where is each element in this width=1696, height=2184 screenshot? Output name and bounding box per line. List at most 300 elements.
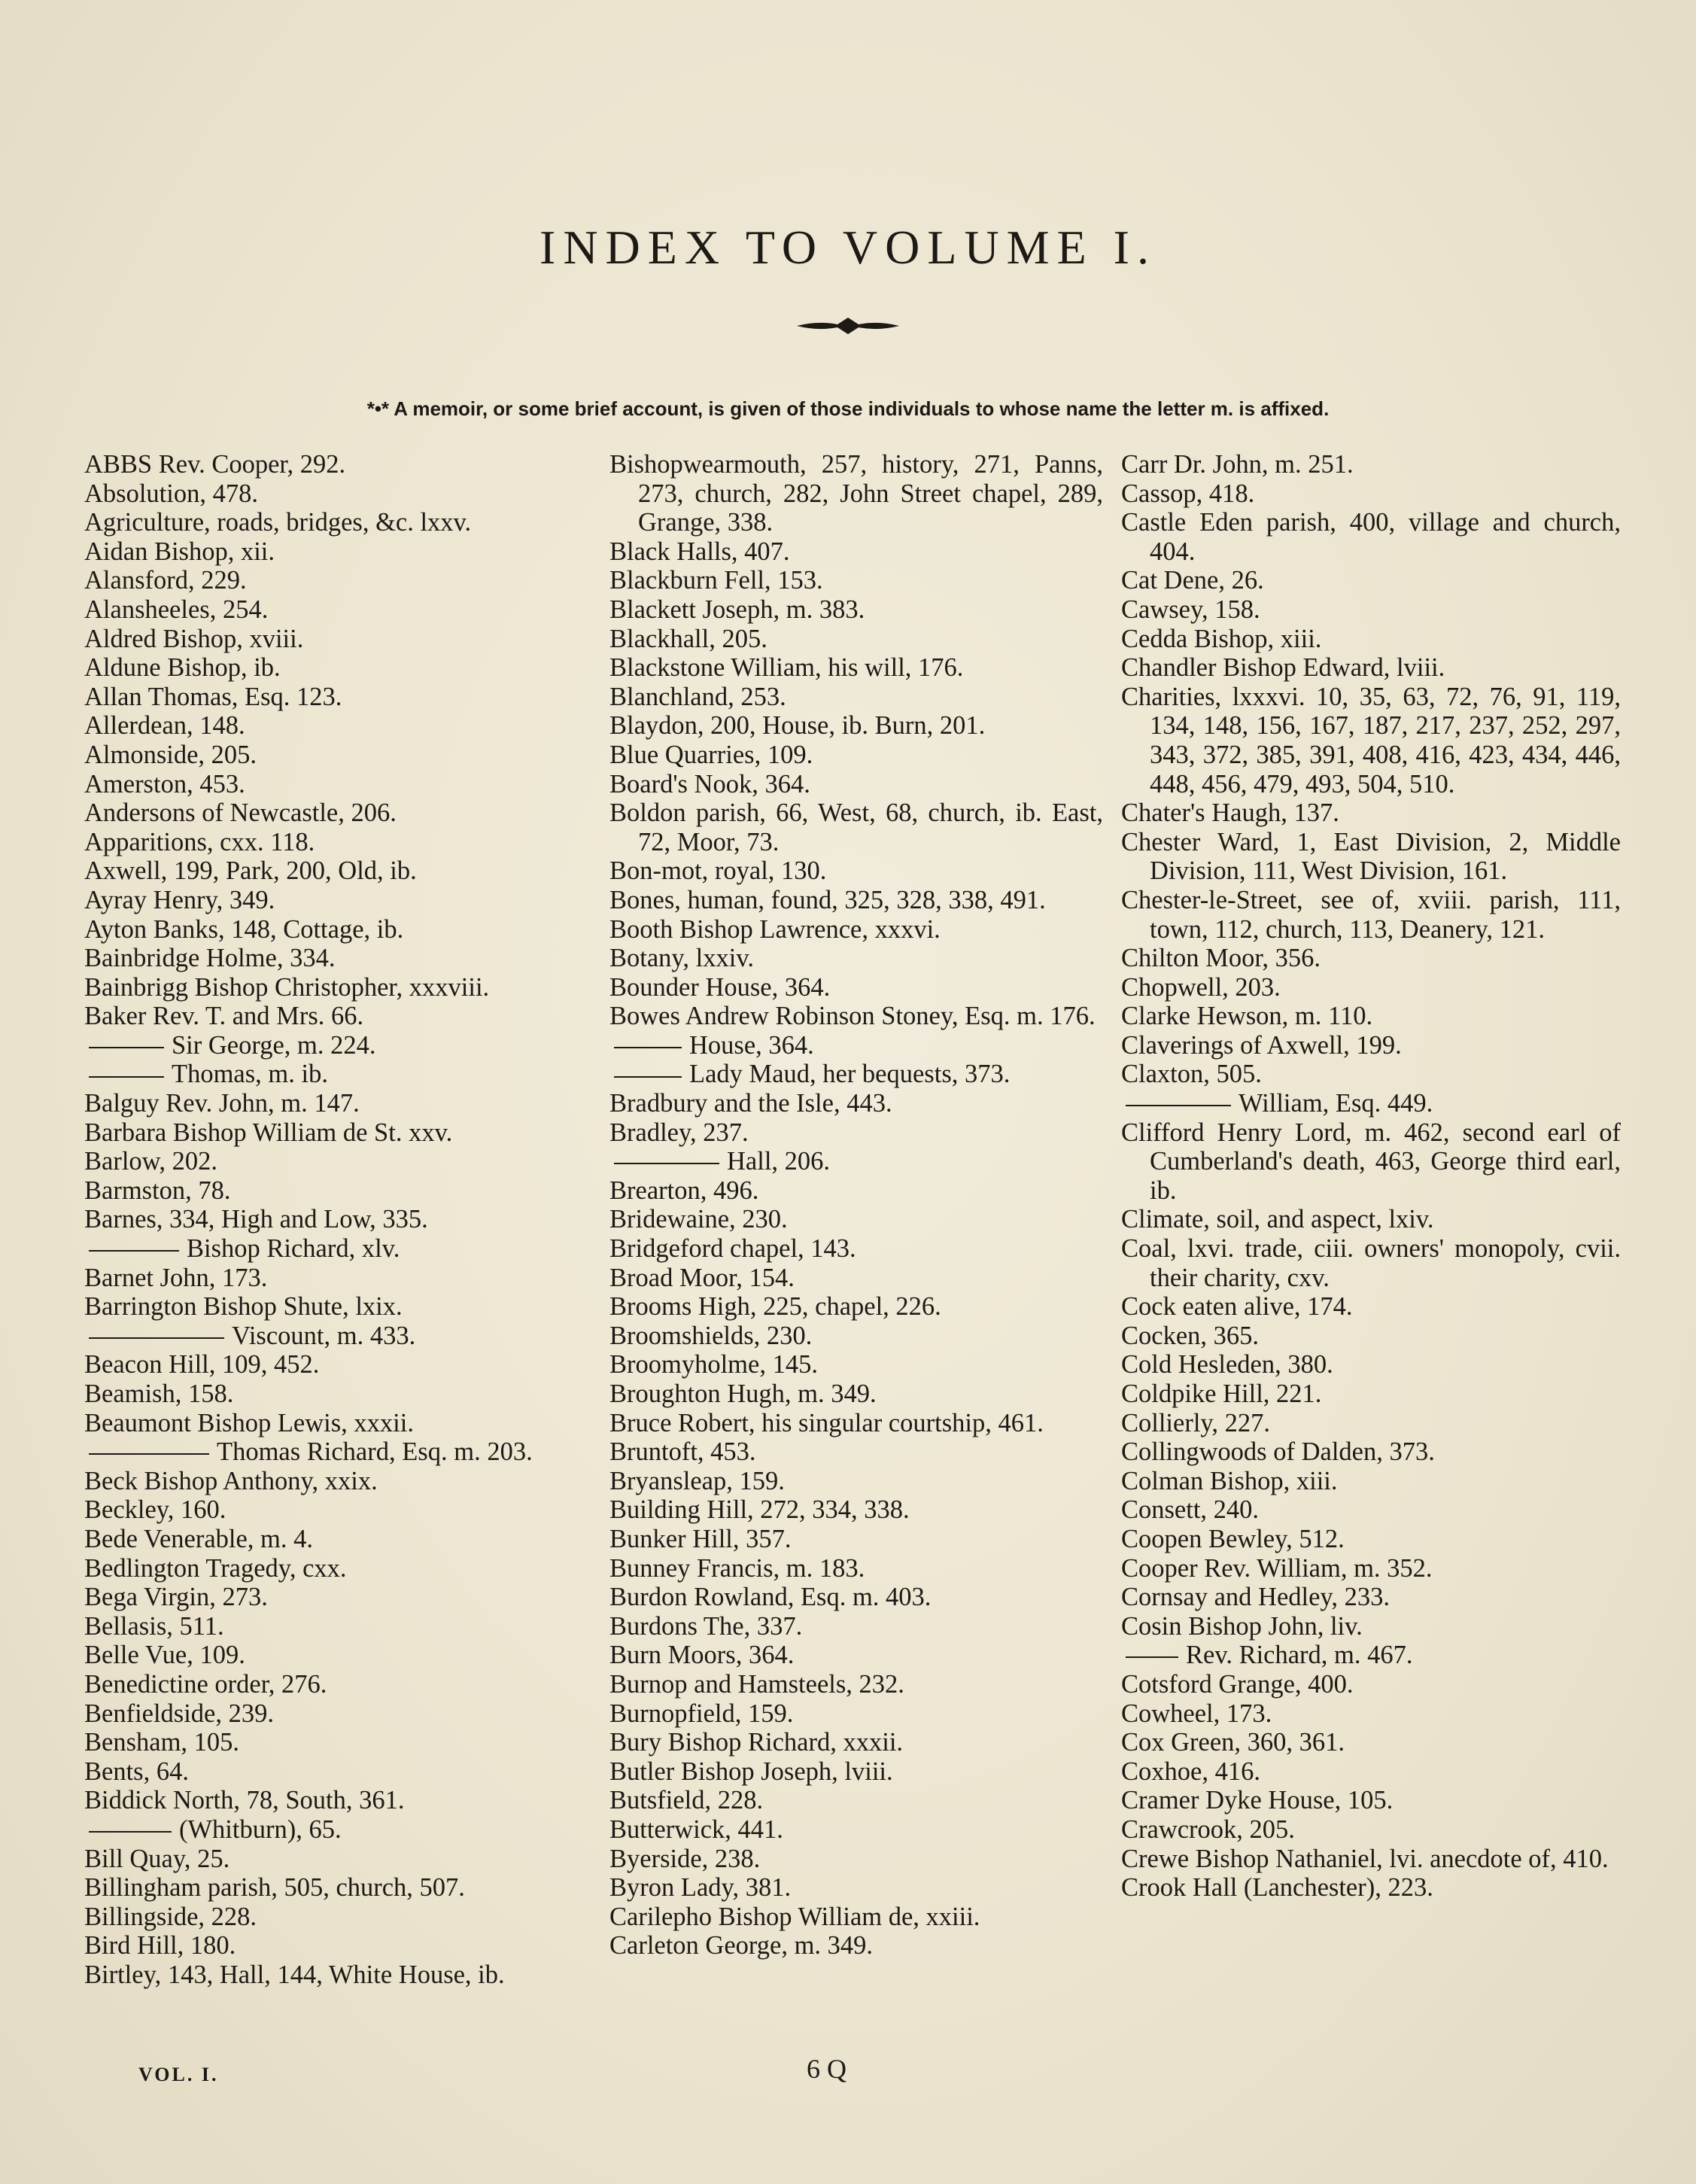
index-entry [84, 1089, 603, 1118]
index-entry-text: Bega Virgin, 273. [84, 1583, 268, 1612]
index-entry-text: Burdon Rowland, Esq. m. 403. [609, 1583, 932, 1612]
index-entry-text: Byerside, 238. [609, 1844, 761, 1873]
index-column-2 [609, 450, 1103, 1960]
index-entry-text: Bill Quay, 25. [84, 1844, 230, 1873]
index-entry [1121, 1583, 1621, 1612]
index-entry [609, 770, 1103, 799]
index-entry-text: Bridewaine, 230. [609, 1205, 788, 1234]
index-entry-text: Clarke Hewson, m. 110. [1121, 1002, 1373, 1031]
index-entry-text: Bedlington Tragedy, cxx. [84, 1553, 347, 1583]
index-entry [1121, 944, 1621, 973]
index-entry-text: Blue Quarries, 109. [609, 740, 813, 769]
index-entry-text: Bainbrigg Bishop Christopher, xxxviii. [84, 972, 490, 1002]
index-entry [609, 566, 1103, 595]
index-entry-text: Bunney Francis, m. 183. [609, 1553, 865, 1583]
index-entry [84, 856, 603, 886]
index-entry-text: Collierly, 227. [1121, 1408, 1271, 1437]
index-entry-text: Aldred Bishop, xviii. [84, 624, 304, 653]
index-entry-text: Cassop, 418. [1121, 479, 1255, 508]
index-entry-text: Crawcrook, 205. [1121, 1814, 1295, 1844]
index-entry-text: Broad Moor, 154. [609, 1263, 795, 1292]
index-entry-text: Balguy Rev. John, m. 147. [84, 1089, 360, 1118]
index-entry [84, 1525, 603, 1554]
index-entry [609, 450, 1103, 537]
index-entry [84, 1205, 603, 1234]
index-entry [609, 1031, 1103, 1060]
index-entry-text: Cowheel, 173. [1121, 1699, 1272, 1728]
ditto-dash [89, 1337, 224, 1339]
index-entry [609, 1554, 1103, 1583]
index-entry-text: Aldune Bishop, ib. [84, 653, 281, 683]
index-entry-text: Beamish, 158. [84, 1379, 234, 1408]
index-entry [84, 566, 603, 595]
index-entry [1121, 1670, 1621, 1699]
index-entry-text: Blaydon, 200, House, ib. Burn, 201. [609, 711, 986, 741]
index-entry-text: Coopen Bewley, 512. [1121, 1524, 1345, 1553]
index-entry [84, 1903, 603, 1932]
index-entry-text: Amerston, 453. [84, 769, 245, 798]
index-entry [609, 1379, 1103, 1409]
index-entry-text: Andersons of Newcastle, 206. [84, 798, 397, 828]
volume-footer: VOL. I. [138, 2064, 219, 2085]
index-entry-text: Thomas Richard, Esq. m. 203. [217, 1437, 533, 1467]
index-entry-text: Birtley, 143, Hall, 144, White House, ib. [84, 1960, 505, 1989]
ditto-dash [89, 1453, 209, 1455]
index-entry [1121, 1350, 1621, 1379]
index-entry-text: Butterwick, 441. [609, 1814, 783, 1844]
index-entry-text: Climate, soil, and aspect, lxiv. [1121, 1205, 1434, 1234]
index-entry [1121, 1525, 1621, 1554]
index-entry [609, 1176, 1103, 1206]
index-entry [1121, 1118, 1621, 1206]
index-entry [1121, 1699, 1621, 1729]
index-entry-text: Charities, lxxxvi. 10, 35, 63, 72, 76, 91, 119, 134, 148, 156, 167, 187, 217, 237, 252, 297, 343, 372, 385, 391, 408, 416, 423, 434, 446, 448, 456, 479, 493, 504, 510. [1121, 682, 1621, 798]
index-entry [84, 1960, 603, 1990]
index-entry-text: Bounder House, 364. [609, 972, 831, 1002]
page-title: INDEX TO VOLUME I. [539, 221, 1157, 274]
index-entry-text: Bede Venerable, m. 4. [84, 1524, 314, 1553]
index-entry [84, 798, 603, 828]
index-entry-text: Barnet John, 173. [84, 1263, 268, 1292]
index-entry-text: Beaumont Bishop Lewis, xxxii. [84, 1408, 414, 1437]
index-entry [1121, 828, 1621, 886]
index-entry [1121, 973, 1621, 1002]
index-entry-text: Baker Rev. T. and Mrs. 66. [84, 1002, 364, 1031]
index-entry-text: Broughton Hugh, m. 349. [609, 1379, 877, 1408]
index-entry [609, 595, 1103, 625]
index-entry-text: Bellasis, 511. [84, 1611, 224, 1641]
index-entry [84, 479, 603, 509]
index-column-1 [84, 450, 603, 1989]
index-entry [84, 1409, 603, 1438]
index-entry-text: Bridgeford chapel, 143. [609, 1234, 856, 1264]
index-entry-text: Butler Bishop Joseph, lviii. [609, 1757, 893, 1786]
index-entry-text: William, Esq. 449. [1239, 1089, 1433, 1118]
index-entry-text: Boldon parish, 66, West, 68, church, ib. East, 72, Moor, 73. [609, 798, 1103, 856]
index-entry-text: Cock eaten alive, 174. [1121, 1292, 1353, 1322]
index-entry-text: Hall, 206. [727, 1147, 831, 1176]
index-entry [1121, 683, 1621, 798]
index-entry [1121, 1322, 1621, 1351]
index-entry [609, 1786, 1103, 1815]
index-entry-text: Absolution, 478. [84, 479, 258, 508]
index-entry-text: Butsfield, 228. [609, 1786, 764, 1815]
index-entry [609, 1002, 1103, 1031]
index-entry-text: Biddick North, 78, South, 361. [84, 1786, 405, 1815]
index-entry [609, 1583, 1103, 1612]
ornament-divider [795, 316, 901, 336]
index-entry [84, 1757, 603, 1787]
index-entry [1121, 450, 1621, 479]
index-entry-text: Broomyholme, 145. [609, 1350, 818, 1379]
index-entry-text: Claxton, 505. [1121, 1060, 1262, 1089]
index-entry-text: Burn Moors, 364. [609, 1641, 795, 1670]
index-entry-text: Carleton George, m. 349. [609, 1931, 874, 1960]
index-entry [1121, 1437, 1621, 1467]
index-entry-text: Belle Vue, 109. [84, 1641, 245, 1670]
index-entry [1121, 798, 1621, 828]
index-entry-text: Beacon Hill, 109, 452. [84, 1350, 320, 1379]
index-entry [609, 944, 1103, 973]
index-column-3 [1121, 450, 1621, 1903]
index-entry-text: Byron Lady, 381. [609, 1873, 792, 1903]
index-entry [609, 741, 1103, 770]
index-entry-text: Bruce Robert, his singular courtship, 461. [609, 1408, 1044, 1437]
ditto-dash [89, 1047, 164, 1048]
index-entry-text: Botany, lxxiv. [609, 944, 754, 973]
index-entry-text: Aidan Bishop, xii. [84, 537, 275, 566]
ditto-dash [614, 1163, 719, 1164]
index-entry-text: Blanchland, 253. [609, 682, 786, 711]
index-entry [609, 915, 1103, 944]
index-entry-text: Burnopfield, 159. [609, 1699, 794, 1728]
index-entry [84, 625, 603, 654]
index-entry [609, 653, 1103, 683]
index-entry [1121, 1002, 1621, 1031]
index-entry-text: Claverings of Axwell, 199. [1121, 1030, 1402, 1060]
index-entry [84, 450, 603, 479]
index-entry-text: Bryansleap, 159. [609, 1466, 785, 1495]
index-entry-text: Barmston, 78. [84, 1176, 231, 1205]
index-entry [609, 1089, 1103, 1118]
index-entry-text: Board's Nook, 364. [609, 769, 810, 798]
index-entry-text: Ayton Banks, 148, Cottage, ib. [84, 914, 404, 944]
index-entry [1121, 1786, 1621, 1815]
index-entry [84, 1322, 603, 1351]
index-entry [84, 1176, 603, 1206]
index-entry [609, 1931, 1103, 1960]
index-entry [609, 1409, 1103, 1438]
index-entry [609, 1903, 1103, 1932]
index-entry-text: Apparitions, cxx. 118. [84, 827, 315, 856]
index-entry-text: Rev. Richard, m. 467. [1186, 1641, 1413, 1670]
index-entry-text: Collingwoods of Dalden, 373. [1121, 1437, 1435, 1467]
index-entry-text: Chester-le-Street, see of, xviii. parish, 111, town, 112, church, 113, Deanery, 121. [1121, 885, 1621, 944]
index-entry-text: Sir George, m. 224. [172, 1030, 376, 1060]
index-entry-text: Beck Bishop Anthony, xxix. [84, 1466, 378, 1495]
index-entry [84, 1379, 603, 1409]
ditto-dash [89, 1076, 164, 1078]
index-entry [84, 828, 603, 857]
index-entry-text: Axwell, 199, Park, 200, Old, ib. [84, 856, 417, 886]
index-entry [1121, 1612, 1621, 1641]
index-entry-text: (Whitburn), 65. [179, 1814, 342, 1844]
index-entry [609, 798, 1103, 856]
index-entry [1121, 1409, 1621, 1438]
index-entry [609, 1525, 1103, 1554]
index-entry-text: Cedda Bishop, xiii. [1121, 624, 1322, 653]
index-entry-text: Chopwell, 203. [1121, 972, 1281, 1002]
index-entry [1121, 886, 1621, 944]
index-entry [84, 1002, 603, 1031]
index-entry-text: Chater's Haugh, 137. [1121, 798, 1339, 828]
index-entry [84, 1350, 603, 1379]
index-entry [84, 1437, 603, 1467]
index-entry-text: Cox Green, 360, 361. [1121, 1728, 1345, 1757]
index-entry-text: Bents, 64. [84, 1757, 189, 1786]
index-entry [609, 1437, 1103, 1467]
index-entry-text: Agriculture, roads, bridges, &c. lxxv. [84, 508, 472, 537]
index-entry-text: Coal, lxvi. trade, ciii. owners' monopoly, cvii. their charity, cxv. [1121, 1234, 1621, 1292]
index-entry [1121, 1089, 1621, 1118]
index-entry-text: Burdons The, 337. [609, 1611, 803, 1641]
index-entry-text: Alansheeles, 254. [84, 595, 269, 624]
index-entry-text: Carilepho Bishop William de, xxiii. [609, 1902, 980, 1931]
index-entry [609, 1292, 1103, 1322]
index-entry-text: Burnop and Hamsteels, 232. [609, 1669, 904, 1699]
index-entry [84, 915, 603, 944]
ditto-dash [614, 1076, 682, 1078]
index-entry [84, 595, 603, 625]
index-entry [84, 1931, 603, 1960]
index-entry [609, 1641, 1103, 1670]
index-entry [609, 1147, 1103, 1176]
index-entry [609, 537, 1103, 567]
index-entry [609, 856, 1103, 886]
ditto-dash [614, 1047, 682, 1048]
index-entry [84, 1495, 603, 1525]
index-entry [1121, 1060, 1621, 1089]
index-entry [84, 508, 603, 537]
index-entry-text: Bishop Richard, xlv. [187, 1234, 400, 1264]
index-entry-text: Thomas, m. ib. [172, 1060, 328, 1089]
index-entry-text: Bon-mot, royal, 130. [609, 856, 827, 886]
index-entry [84, 944, 603, 973]
index-entry [84, 1786, 603, 1815]
index-entry [1121, 1873, 1621, 1903]
index-entry [1121, 566, 1621, 595]
index-entry-text: Barlow, 202. [84, 1147, 217, 1176]
index-entry-text: Black Halls, 407. [609, 537, 790, 566]
index-entry-text: Cocken, 365. [1121, 1321, 1260, 1350]
index-entry-text: Bones, human, found, 325, 328, 338, 491. [609, 885, 1046, 914]
index-entry [1121, 479, 1621, 509]
index-entry-text: Blackstone William, his will, 176. [609, 653, 964, 683]
index-entry [1121, 1205, 1621, 1234]
index-entry-text: Chandler Bishop Edward, lviii. [1121, 653, 1445, 683]
index-entry-text: Bradley, 237. [609, 1118, 749, 1147]
index-entry [84, 1670, 603, 1699]
index-entry [1121, 1845, 1621, 1874]
index-entry-text: Bury Bishop Richard, xxxii. [609, 1728, 904, 1757]
index-entry-text: Allan Thomas, Esq. 123. [84, 682, 342, 711]
index-entry [84, 1612, 603, 1641]
memoir-note: *•* A memoir, or some brief account, is given of those individuals to whose name the letter m. is affixed. [366, 397, 1330, 420]
index-entry [84, 1873, 603, 1903]
index-entry-text: Barnes, 334, High and Low, 335. [84, 1205, 428, 1234]
index-entry [609, 1670, 1103, 1699]
index-entry-text: Cotsford Grange, 400. [1121, 1669, 1354, 1699]
index-entry [1121, 1234, 1621, 1292]
index-entry [1121, 1495, 1621, 1525]
index-entry [84, 653, 603, 683]
index-entry [1121, 1379, 1621, 1409]
index-entry-text: Chester Ward, 1, East Division, 2, Middle Division, 111, West Division, 161. [1121, 827, 1621, 886]
index-entry-text: Castle Eden parish, 400, village and church, 404. [1121, 508, 1621, 566]
index-entry-text: Blackburn Fell, 153. [609, 566, 823, 595]
index-entry [1121, 625, 1621, 654]
index-entry [84, 683, 603, 712]
index-entry [84, 1031, 603, 1060]
index-entry [609, 1873, 1103, 1903]
index-entry [609, 625, 1103, 654]
index-entry [84, 1060, 603, 1089]
index-entry [609, 1495, 1103, 1525]
index-entry [84, 537, 603, 567]
index-entry [609, 1060, 1103, 1089]
ditto-dash [89, 1250, 179, 1252]
index-entry [1121, 1554, 1621, 1583]
index-entry [609, 1815, 1103, 1845]
index-entry [1121, 1031, 1621, 1060]
index-entry [84, 886, 603, 915]
index-entry [84, 1728, 603, 1757]
index-entry-text: Cornsay and Hedley, 233. [1121, 1583, 1391, 1612]
index-entry [609, 1757, 1103, 1787]
index-entry [609, 683, 1103, 712]
index-entry [1121, 1641, 1621, 1670]
index-entry [609, 1234, 1103, 1264]
index-entry-text: Blackett Joseph, m. 383. [609, 595, 865, 624]
index-entry [1121, 595, 1621, 625]
index-entry-text: Colman Bishop, xiii. [1121, 1466, 1338, 1495]
index-entry-text: Crewe Bishop Nathaniel, lvi. anecdote of, 410. [1121, 1844, 1609, 1873]
index-entry [84, 1845, 603, 1874]
index-entry [609, 1322, 1103, 1351]
index-entry [609, 1264, 1103, 1293]
index-entry [84, 1699, 603, 1729]
signature-mark: 6 Q [807, 2054, 846, 2084]
index-entry [84, 1264, 603, 1293]
index-entry-text: Carr Dr. John, m. 251. [1121, 450, 1354, 479]
index-entry [84, 1641, 603, 1670]
index-entry [84, 1292, 603, 1322]
index-entry [1121, 1728, 1621, 1757]
index-entry-text: Cold Hesleden, 380. [1121, 1350, 1333, 1379]
index-entry-text: Cawsey, 158. [1121, 595, 1260, 624]
index-entry [609, 1350, 1103, 1379]
index-entry [1121, 653, 1621, 683]
index-entry [609, 1118, 1103, 1148]
index-entry [609, 1612, 1103, 1641]
index-entry-text: Benfieldside, 239. [84, 1699, 274, 1728]
index-entry-text: Coxhoe, 416. [1121, 1757, 1260, 1786]
index-entry-text: Cramer Dyke House, 105. [1121, 1786, 1394, 1815]
index-entry-text: Bruntoft, 453. [609, 1437, 756, 1467]
index-entry-text: Bird Hill, 180. [84, 1931, 236, 1960]
index-entry [609, 1845, 1103, 1874]
index-entry [609, 973, 1103, 1002]
index-entry-text: Blackhall, 205. [609, 624, 767, 653]
index-entry [84, 1118, 603, 1148]
index-entry [1121, 1757, 1621, 1787]
index-entry-text: Coldpike Hill, 221. [1121, 1379, 1322, 1408]
index-entry-text: Barrington Bishop Shute, lxix. [84, 1292, 403, 1322]
index-entry [84, 711, 603, 741]
index-entry [84, 770, 603, 799]
index-entry-text: Consett, 240. [1121, 1495, 1260, 1525]
index-entry-text: Beckley, 160. [84, 1495, 226, 1525]
index-entry [84, 973, 603, 1002]
index-entry-text: Lady Maud, her bequests, 373. [689, 1060, 1011, 1089]
index-entry-text: Bishopwearmouth, 257, history, 271, Panns, 273, church, 282, John Street chapel, 289, Grange, 338. [609, 450, 1103, 537]
index-entry-text: ABBS Rev. Cooper, 292. [84, 450, 346, 479]
ditto-dash [1126, 1656, 1178, 1658]
index-entry [84, 1815, 603, 1845]
index-entry-text: Bowes Andrew Robinson Stoney, Esq. m. 176. [609, 1002, 1096, 1031]
index-entry-text: House, 364. [689, 1030, 814, 1060]
index-entry-text: Alansford, 229. [84, 566, 247, 595]
index-entry-text: Barbara Bishop William de St. xxv. [84, 1118, 453, 1147]
index-entry-text: Ayray Henry, 349. [84, 885, 275, 914]
index-entry [609, 1205, 1103, 1234]
index-entry [84, 741, 603, 770]
index-entry [84, 1147, 603, 1176]
index-entry-text: Cooper Rev. William, m. 352. [1121, 1553, 1433, 1583]
index-entry-text: Crook Hall (Lanchester), 223. [1121, 1873, 1433, 1903]
index-entry [1121, 1467, 1621, 1496]
ditto-dash [89, 1831, 172, 1833]
index-entry [609, 711, 1103, 741]
index-entry-text: Cosin Bishop John, liv. [1121, 1611, 1363, 1641]
index-entry [609, 1699, 1103, 1729]
index-entry [84, 1234, 603, 1264]
index-entry-text: Brearton, 496. [609, 1176, 759, 1205]
index-entry-text: Booth Bishop Lawrence, xxxvi. [609, 914, 941, 944]
index-entry-text: Clifford Henry Lord, m. 462, second earl of Cumberland's death, 463, George third earl, ib. [1121, 1118, 1621, 1205]
index-entry [84, 1583, 603, 1612]
index-entry-text: Billingside, 228. [84, 1902, 257, 1931]
index-entry [1121, 1292, 1621, 1322]
index-entry-text: Bunker Hill, 357. [609, 1524, 792, 1553]
index-entry-text: Broomshields, 230. [609, 1321, 813, 1350]
index-entry-text: Benedictine order, 276. [84, 1669, 327, 1699]
index-entry [609, 1728, 1103, 1757]
index-entry-text: Billingham parish, 505, church, 507. [84, 1873, 465, 1903]
index-entry-text: Bensham, 105. [84, 1728, 240, 1757]
index-entry-text: Chilton Moor, 356. [1121, 944, 1321, 973]
index-entry [609, 886, 1103, 915]
index-entry [84, 1467, 603, 1496]
index-entry-text: Bradbury and the Isle, 443. [609, 1089, 892, 1118]
index-entry-text: Cat Dene, 26. [1121, 566, 1264, 595]
index-entry [1121, 508, 1621, 566]
index-entry-text: Allerdean, 148. [84, 711, 245, 741]
index-entry-text: Building Hill, 272, 334, 338. [609, 1495, 910, 1525]
index-entry [84, 1554, 603, 1583]
ditto-dash [1126, 1105, 1231, 1106]
index-entry-text: Almonside, 205. [84, 740, 257, 769]
